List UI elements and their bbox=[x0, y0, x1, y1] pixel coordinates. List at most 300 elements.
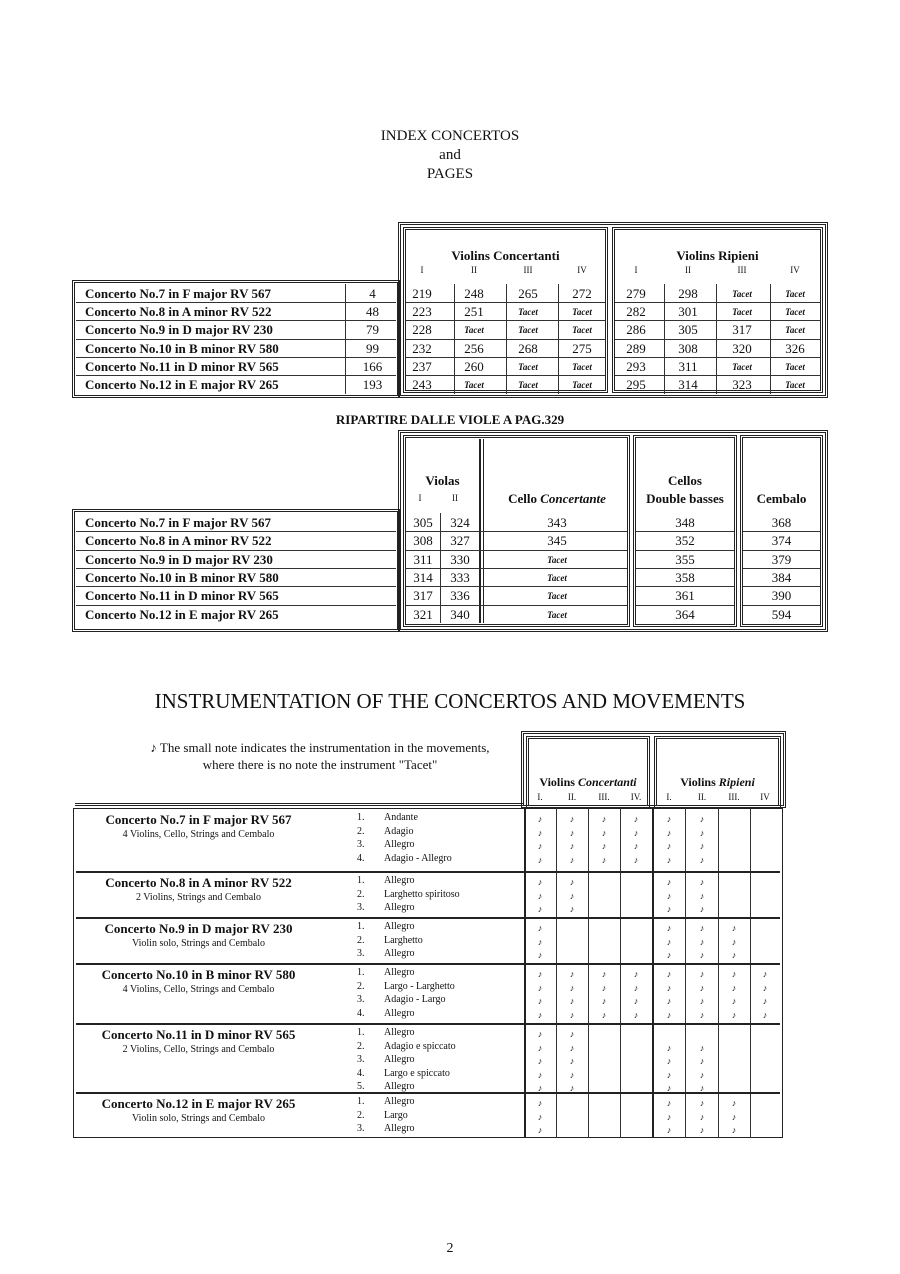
t3-note-glyph: ♪ bbox=[699, 904, 705, 915]
t3-note-glyph: ♪ bbox=[537, 996, 543, 1007]
t3-note-glyph: ♪ bbox=[666, 1009, 672, 1020]
t3-note-glyph: ♪ bbox=[537, 1111, 543, 1122]
t1-ripieni-page: 298 bbox=[678, 286, 698, 301]
t3-movement-number: 4. bbox=[357, 1007, 365, 1019]
t3-roman: I. bbox=[666, 792, 672, 802]
t3-concerto-divider bbox=[76, 963, 780, 965]
t1-concertanti-page: 228 bbox=[412, 322, 432, 338]
t1-start-page: 193 bbox=[362, 377, 383, 392]
t1-concertanti-page: 223 bbox=[412, 304, 432, 320]
t2-viola-2-page: 327 bbox=[450, 533, 470, 549]
t3-note-glyph: ♪ bbox=[537, 1029, 543, 1039]
t3-note-glyph: ♪ bbox=[569, 1056, 575, 1067]
t3-note-glyph: ♪ bbox=[537, 1042, 543, 1053]
t2-concerto-name: Concerto No.7 in F major RV 567 bbox=[85, 515, 271, 530]
t3-movement-number: 4. bbox=[357, 852, 365, 864]
t3-group-divider bbox=[652, 808, 654, 1138]
t3-note-glyph: ♪ bbox=[569, 814, 575, 824]
t1-concertanti-page: 265 bbox=[518, 286, 538, 301]
t2-viola-1-page: 321 bbox=[413, 606, 433, 622]
t1-concertanti-page: 237 bbox=[412, 358, 432, 374]
t3-note-glyph: ♪ bbox=[633, 996, 639, 1007]
t1-rip-roman: II bbox=[685, 265, 691, 275]
t2-viola-2-page: 333 bbox=[450, 569, 470, 585]
t3-note-glyph: ♪ bbox=[569, 996, 575, 1007]
t3-note-glyph: ♪ bbox=[569, 1069, 575, 1080]
t3-movement-number: 1. bbox=[357, 967, 365, 978]
t3-concerto-divider bbox=[76, 1023, 780, 1025]
t3-roman: II. bbox=[697, 792, 707, 802]
t1-ripieni-page: 279 bbox=[626, 286, 646, 301]
t1-ripieni-page: Tacet bbox=[785, 325, 805, 336]
t3-movement-number: 2. bbox=[357, 888, 365, 900]
t3-movement-name: Adagio e spiccato bbox=[384, 1040, 456, 1052]
t3-note-glyph: ♪ bbox=[762, 969, 768, 979]
t3-note-glyph: ♪ bbox=[666, 841, 672, 852]
t3-movement-name: Adagio - Largo bbox=[384, 994, 446, 1006]
t3-top-rule bbox=[75, 803, 524, 809]
t1-concertanti-header: Violins Concertanti bbox=[451, 248, 560, 263]
t3-note-glyph: ♪ bbox=[699, 982, 705, 993]
t3-col-divider bbox=[588, 808, 589, 1138]
t2-cellos-page: 355 bbox=[675, 551, 695, 567]
t3-note-glyph: ♪ bbox=[537, 877, 543, 887]
t1-concertanti-page: Tacet bbox=[572, 380, 592, 390]
instrumentation-title: INSTRUMENTATION OF THE CONCERTOS AND MOVEMENTS bbox=[154, 689, 746, 713]
t2-viola-1-page: 305 bbox=[413, 515, 433, 530]
t3-concerto-name: Concerto No.8 in A minor RV 522 bbox=[105, 875, 292, 890]
t3-movement-name: Allegro bbox=[384, 1123, 415, 1135]
t3-col-divider bbox=[556, 808, 557, 1138]
t3-note-glyph: ♪ bbox=[666, 1125, 672, 1136]
t3-note-glyph: ♪ bbox=[666, 950, 672, 961]
t3-movement-number: 3. bbox=[357, 948, 365, 960]
t3-note-glyph: ♪ bbox=[601, 814, 607, 824]
t3-note-glyph: ♪ bbox=[731, 1111, 737, 1122]
t3-note-glyph: ♪ bbox=[601, 854, 607, 865]
t2-double-basses-header: Double basses bbox=[646, 491, 724, 506]
t3-movement-name: Allegro bbox=[384, 1096, 415, 1107]
t3-note-glyph: ♪ bbox=[699, 996, 705, 1007]
t3-movement-name: Largo - Larghetto bbox=[384, 980, 455, 992]
t1-ripieni-page: 308 bbox=[678, 340, 698, 356]
t3-movement-name: Adagio - Allegro bbox=[384, 852, 452, 864]
t2-viola-roman: II bbox=[452, 493, 458, 503]
t3-col-divider bbox=[750, 808, 751, 1138]
t3-concerto-desc: 4 Violins, Cello, Strings and Cembalo bbox=[122, 984, 275, 995]
t1-ripieni-page: 282 bbox=[626, 304, 646, 320]
t1-ripieni-page: 317 bbox=[732, 322, 752, 338]
t3-note-glyph: ♪ bbox=[699, 936, 705, 947]
t3-note-glyph: ♪ bbox=[601, 969, 607, 979]
t1-ripieni-page: 326 bbox=[785, 340, 805, 356]
t3-note-glyph: ♪ bbox=[699, 1083, 705, 1094]
t3-note-glyph: ♪ bbox=[666, 1056, 672, 1067]
t3-note-glyph: ♪ bbox=[569, 827, 575, 838]
t1-ripieni-page: Tacet bbox=[785, 307, 805, 318]
t3-concerto-divider bbox=[76, 871, 780, 873]
t3-note-glyph: ♪ bbox=[601, 1009, 607, 1020]
t3-note-glyph: ♪ bbox=[537, 841, 543, 852]
t3-movement-name: Allegro bbox=[384, 902, 415, 914]
t3-note-glyph: ♪ bbox=[699, 1042, 705, 1053]
t3-concerto-name: Concerto No.11 in D minor RV 565 bbox=[101, 1027, 296, 1042]
t3-note-glyph: ♪ bbox=[666, 936, 672, 947]
t3-note-glyph: ♪ bbox=[666, 1098, 672, 1108]
t3-movement-number: 3. bbox=[357, 1123, 365, 1135]
t3-movement-name: Allegro bbox=[384, 1054, 415, 1066]
t3-note-glyph: ♪ bbox=[666, 923, 672, 933]
t3-note-glyph: ♪ bbox=[569, 982, 575, 993]
t3-note-glyph: ♪ bbox=[762, 996, 768, 1007]
t3-note-glyph: ♪ bbox=[666, 890, 672, 901]
t3-ripieni-header: Violins Ripieni bbox=[680, 775, 755, 789]
t3-note-glyph: ♪ bbox=[731, 936, 737, 947]
t3-concerto-name: Concerto No.9 in D major RV 230 bbox=[104, 921, 293, 936]
t1-concertanti-page: 268 bbox=[518, 340, 538, 356]
t3-note-glyph: ♪ bbox=[731, 982, 737, 993]
t1-ripieni-page: Tacet bbox=[785, 361, 805, 372]
t3-note-glyph: ♪ bbox=[731, 950, 737, 961]
t3-note-glyph: ♪ bbox=[633, 1009, 639, 1020]
t2-cembalo-page: 390 bbox=[771, 588, 792, 604]
t2-viola-1-page: 311 bbox=[413, 551, 433, 567]
t1-concertanti-page: Tacet bbox=[572, 307, 592, 318]
t3-note-glyph: ♪ bbox=[666, 814, 672, 824]
t2-cembalo-page: 594 bbox=[771, 606, 792, 622]
t3-movement-name: Adagio bbox=[384, 825, 414, 837]
t3-movement-name: Allegro bbox=[384, 1027, 415, 1038]
t2-cellos-page: 358 bbox=[675, 569, 695, 585]
index-title-line-2: and bbox=[439, 147, 461, 163]
t3-movement-name: Larghetto spiritoso bbox=[384, 888, 460, 900]
t3-concerto-name: Concerto No.10 in B minor RV 580 bbox=[101, 967, 296, 982]
t3-note-glyph: ♪ bbox=[731, 969, 737, 979]
t3-movement-number: 1. bbox=[357, 875, 365, 886]
t3-note-glyph: ♪ bbox=[666, 1111, 672, 1122]
t3-concertanti-word: Concertanti bbox=[577, 775, 637, 789]
t2-cembalo-page: 368 bbox=[771, 515, 792, 530]
t3-movement-number: 2. bbox=[357, 825, 365, 837]
t2-cellos-page: 361 bbox=[675, 588, 695, 604]
t3-note-glyph: ♪ bbox=[731, 923, 737, 933]
t1-concertanti-page: Tacet bbox=[518, 361, 538, 372]
t3-note-glyph: ♪ bbox=[537, 936, 543, 947]
t3-note-glyph: ♪ bbox=[537, 890, 543, 901]
t2-concerto-name: Concerto No.8 in A minor RV 522 bbox=[85, 533, 272, 549]
t3-note-glyph: ♪ bbox=[569, 877, 575, 887]
t1-ripieni-page: 320 bbox=[732, 340, 752, 356]
t1-conc-roman: IV bbox=[577, 265, 587, 275]
t1-ripieni-page: Tacet bbox=[785, 289, 805, 299]
t1-ripieni-page: Tacet bbox=[732, 289, 752, 299]
instrumentation-legend: ♪ The small note indicates the instrumentation in the movements, where there is no note the instrument "Tacet" bbox=[150, 740, 490, 772]
t1-ripieni-page: 305 bbox=[678, 322, 698, 338]
t1-ripieni-page: Tacet bbox=[732, 361, 752, 372]
t1-ripieni-page: Tacet bbox=[785, 380, 805, 390]
t2-viola-1-page: 314 bbox=[413, 569, 433, 585]
t2-concerto-name: Concerto No.12 in E major RV 265 bbox=[85, 606, 279, 622]
t3-roman: III. bbox=[598, 792, 610, 802]
t3-movement-number: 1. bbox=[357, 1027, 365, 1038]
t3-note-glyph: ♪ bbox=[537, 1083, 543, 1094]
index-title-line-3: PAGES bbox=[426, 166, 474, 182]
t1-conc-roman: I bbox=[420, 265, 424, 275]
t2-cello-concertante-page: 343 bbox=[547, 515, 567, 530]
t3-roman: IV. bbox=[630, 792, 642, 802]
t3-concerto-name: Concerto No.12 in E major RV 265 bbox=[101, 1096, 296, 1111]
index-title bbox=[0, 127, 900, 184]
t3-note-glyph: ♪ bbox=[762, 982, 768, 993]
t3-roman: II. bbox=[567, 792, 577, 802]
t3-note-glyph: ♪ bbox=[699, 969, 705, 979]
t3-note-glyph: ♪ bbox=[633, 982, 639, 993]
t1-concertanti-page: 232 bbox=[412, 340, 432, 356]
t3-note-glyph: ♪ bbox=[699, 1009, 705, 1020]
t2-cembalo-page: 379 bbox=[771, 551, 792, 567]
t1-ripieni-page: 314 bbox=[678, 377, 698, 392]
t1-conc-roman: III bbox=[523, 265, 533, 275]
t3-note-glyph: ♪ bbox=[666, 969, 672, 979]
t2-cellos-header: Cellos bbox=[668, 473, 702, 488]
t2-cello-concertante-page: Tacet bbox=[547, 609, 567, 620]
t3-note-glyph: ♪ bbox=[699, 854, 705, 865]
t1-concertanti-page: 243 bbox=[412, 377, 432, 392]
t3-note-glyph: ♪ bbox=[537, 904, 543, 915]
t3-movement-name: Allegro bbox=[384, 839, 415, 851]
ripartire-note: RIPARTIRE DALLE VIOLE A PAG.329 bbox=[335, 412, 565, 427]
t3-note-glyph: ♪ bbox=[569, 1029, 575, 1039]
t3-note-glyph: ♪ bbox=[731, 996, 737, 1007]
t3-note-glyph: ♪ bbox=[699, 1125, 705, 1136]
t3-movement-number: 2. bbox=[357, 980, 365, 992]
t3-note-glyph: ♪ bbox=[601, 996, 607, 1007]
t3-note-glyph: ♪ bbox=[666, 854, 672, 865]
t1-concertanti-page: Tacet bbox=[464, 380, 484, 390]
t3-note-glyph: ♪ bbox=[731, 1009, 737, 1020]
t3-note-glyph: ♪ bbox=[537, 1069, 543, 1080]
t2-cellos-page: 352 bbox=[675, 533, 695, 549]
t3-concerto-desc: 2 Violins, Cello, Strings and Cembalo bbox=[122, 1044, 275, 1055]
t3-note-glyph: ♪ bbox=[731, 1125, 737, 1136]
t3-movement-number: 1. bbox=[357, 1096, 365, 1107]
t2-cello-concertante-header: Cello Concertante bbox=[508, 491, 606, 506]
index-title-line-1: INDEX CONCERTOS bbox=[380, 128, 520, 144]
t3-note-glyph: ♪ bbox=[666, 904, 672, 915]
t3-col-divider bbox=[620, 808, 621, 1138]
t3-note-glyph: ♪ bbox=[601, 982, 607, 993]
t3-note-glyph: ♪ bbox=[537, 950, 543, 961]
t3-note-glyph: ♪ bbox=[569, 1042, 575, 1053]
t3-movement-name: Allegro bbox=[384, 967, 415, 978]
t2-concerto-name: Concerto No.11 in D minor RV 565 bbox=[85, 588, 279, 604]
t3-note-glyph: ♪ bbox=[633, 969, 639, 979]
t1-rip-roman: I bbox=[634, 265, 638, 275]
t3-movement-name: Andante bbox=[384, 812, 418, 823]
t2-viola-roman: I bbox=[418, 493, 422, 503]
t3-note-glyph: ♪ bbox=[666, 1083, 672, 1094]
t3-note-glyph: ♪ bbox=[537, 969, 543, 979]
t3-note-glyph: ♪ bbox=[666, 827, 672, 838]
t3-movement-number: 2. bbox=[357, 934, 365, 946]
t2-cellos-page: 364 bbox=[675, 606, 695, 622]
t3-movement-number: 4. bbox=[357, 1067, 365, 1079]
t2-violas-header: Violas bbox=[425, 473, 460, 488]
t2-concertante-word: Concertante bbox=[540, 491, 606, 506]
t1-concerto-name: Concerto No.12 in E major RV 265 bbox=[85, 377, 279, 392]
t1-ripieni-page: 295 bbox=[626, 377, 646, 392]
t1-concertanti-page: Tacet bbox=[572, 361, 592, 372]
t3-note-glyph: ♪ bbox=[762, 1009, 768, 1020]
t3-movement-name: Allegro bbox=[384, 1007, 415, 1019]
t3-movement-number: 3. bbox=[357, 994, 365, 1006]
t2-viola-2-page: 330 bbox=[450, 551, 470, 567]
t1-concertanti-page: 248 bbox=[464, 286, 484, 301]
t2-cembalo-header: Cembalo bbox=[756, 491, 807, 506]
t1-ripieni-page: Tacet bbox=[732, 307, 752, 318]
t1-ripieni-header: Violins Ripieni bbox=[676, 248, 759, 263]
t1-concerto-name: Concerto No.11 in D minor RV 565 bbox=[85, 358, 279, 374]
t1-ripieni-page: 323 bbox=[732, 377, 752, 392]
t3-note-glyph: ♪ bbox=[699, 1111, 705, 1122]
t3-movement-name: Allegro bbox=[384, 948, 415, 960]
t3-concerto-desc: 4 Violins, Cello, Strings and Cembalo bbox=[122, 829, 275, 840]
t2-cello-concertante-page: 345 bbox=[547, 533, 567, 549]
t3-movement-name: Larghetto bbox=[384, 934, 423, 946]
t1-concertanti-page: Tacet bbox=[518, 307, 538, 318]
t3-note-glyph: ♪ bbox=[633, 841, 639, 852]
t3-note-glyph: ♪ bbox=[699, 814, 705, 824]
t1-concerto-name: Concerto No.10 in B minor RV 580 bbox=[85, 340, 279, 356]
t2-viola-2-page: 340 bbox=[450, 606, 470, 622]
t3-note-glyph: ♪ bbox=[633, 854, 639, 865]
t3-roman: IV bbox=[760, 792, 770, 802]
t3-note-glyph: ♪ bbox=[569, 854, 575, 865]
t3-movement-number: 1. bbox=[357, 812, 365, 823]
t1-concertanti-page: 272 bbox=[572, 286, 592, 301]
t3-movement-number: 2. bbox=[357, 1040, 365, 1052]
t3-note-glyph: ♪ bbox=[537, 1009, 543, 1020]
t2-viola-2-page: 336 bbox=[450, 588, 470, 604]
t1-start-page: 79 bbox=[366, 322, 379, 338]
t3-note-glyph: ♪ bbox=[537, 923, 543, 933]
t3-note-glyph: ♪ bbox=[537, 854, 543, 865]
t3-roman: I. bbox=[537, 792, 543, 802]
t2-viola-1-page: 308 bbox=[413, 533, 433, 549]
t1-concertanti-page: 251 bbox=[464, 304, 484, 320]
t1-concerto-name: Concerto No.8 in A minor RV 522 bbox=[85, 304, 272, 320]
t3-note-glyph: ♪ bbox=[569, 1083, 575, 1094]
t3-movement-name: Largo bbox=[384, 1109, 408, 1121]
t2-concerto-name: Concerto No.10 in B minor RV 580 bbox=[85, 569, 279, 585]
t3-note-glyph: ♪ bbox=[537, 814, 543, 824]
t3-note-glyph: ♪ bbox=[666, 982, 672, 993]
t3-note-glyph: ♪ bbox=[537, 1056, 543, 1067]
t3-col-divider bbox=[718, 808, 719, 1138]
t3-concerto-name: Concerto No.7 in F major RV 567 bbox=[105, 812, 292, 827]
t3-note-glyph: ♪ bbox=[569, 890, 575, 901]
t1-start-page: 166 bbox=[362, 358, 383, 374]
t1-ripieni-page: 293 bbox=[626, 358, 646, 374]
t3-note-glyph: ♪ bbox=[731, 1098, 737, 1108]
t3-col-divider bbox=[685, 808, 686, 1138]
t3-concerto-desc: 2 Violins, Strings and Cembalo bbox=[135, 892, 262, 903]
t3-movement-number: 3. bbox=[357, 902, 365, 914]
t3-note-glyph: ♪ bbox=[537, 982, 543, 993]
t3-movement-name: Allegro bbox=[384, 921, 415, 932]
t3-movement-number: 1. bbox=[357, 921, 365, 932]
t3-ripieni-word: Ripieni bbox=[718, 775, 755, 789]
t3-note-glyph: ♪ bbox=[666, 996, 672, 1007]
t1-start-page: 4 bbox=[369, 286, 376, 301]
t2-cello-concertante-page: Tacet bbox=[547, 591, 567, 602]
t3-movement-number: 3. bbox=[357, 839, 365, 851]
t3-note-glyph: ♪ bbox=[699, 890, 705, 901]
t3-note-glyph: ♪ bbox=[666, 1042, 672, 1053]
t1-concertanti-page: 260 bbox=[464, 358, 484, 374]
t1-rip-roman: III bbox=[737, 265, 747, 275]
t3-concertanti-header: Violins Concertanti bbox=[539, 775, 637, 789]
t1-concertanti-page: Tacet bbox=[518, 325, 538, 336]
t3-note-glyph: ♪ bbox=[601, 827, 607, 838]
t3-movement-name: Allegro bbox=[384, 875, 415, 886]
t2-concerto-name: Concerto No.9 in D major RV 230 bbox=[85, 551, 273, 567]
t3-note-glyph: ♪ bbox=[601, 841, 607, 852]
t3-roman: III. bbox=[728, 792, 740, 802]
t1-rip-roman: IV bbox=[790, 265, 800, 275]
t3-note-glyph: ♪ bbox=[699, 923, 705, 933]
t3-note-glyph: ♪ bbox=[633, 814, 639, 824]
t1-concertanti-page: 275 bbox=[572, 340, 592, 356]
t3-concerto-divider bbox=[76, 917, 780, 919]
t3-name-divider bbox=[524, 808, 526, 1138]
t3-note-glyph: ♪ bbox=[699, 1069, 705, 1080]
t1-concertanti-page: Tacet bbox=[464, 325, 484, 336]
t1-ripieni-page: 301 bbox=[678, 304, 698, 320]
t2-cello-concertante-page: Tacet bbox=[547, 572, 567, 583]
t1-concerto-name: Concerto No.7 in F major RV 567 bbox=[85, 286, 271, 301]
t3-note-glyph: ♪ bbox=[699, 1098, 705, 1108]
t3-note-glyph: ♪ bbox=[569, 841, 575, 852]
t2-cembalo-page: 374 bbox=[771, 533, 792, 549]
t2-cembalo-page: 384 bbox=[771, 569, 792, 585]
t3-note-glyph: ♪ bbox=[699, 841, 705, 852]
t1-ripieni-page: 311 bbox=[678, 358, 698, 374]
t2-cello-concertante-page: Tacet bbox=[547, 554, 567, 565]
t3-note-glyph: ♪ bbox=[666, 877, 672, 887]
t3-note-glyph: ♪ bbox=[699, 950, 705, 961]
t3-movement-number: 3. bbox=[357, 1054, 365, 1066]
t3-note-glyph: ♪ bbox=[699, 827, 705, 838]
t1-concertanti-page: 219 bbox=[412, 286, 432, 301]
t1-conc-roman: II bbox=[471, 265, 477, 275]
t1-start-page: 99 bbox=[366, 340, 379, 356]
t1-concertanti-page: 256 bbox=[464, 340, 484, 356]
t3-note-glyph: ♪ bbox=[569, 1009, 575, 1020]
t3-movement-name: Allegro bbox=[384, 1081, 415, 1093]
t1-concerto-name: Concerto No.9 in D major RV 230 bbox=[85, 322, 273, 338]
t3-movement-name: Largo e spiccato bbox=[384, 1067, 450, 1079]
t2-viola-1-page: 317 bbox=[413, 588, 433, 604]
page-number: 2 bbox=[446, 1241, 454, 1256]
t3-note-glyph: ♪ bbox=[537, 1125, 543, 1136]
t1-concertanti-page: Tacet bbox=[572, 325, 592, 336]
t1-ripieni-page: 289 bbox=[626, 340, 646, 356]
t3-movement-number: 5. bbox=[357, 1081, 365, 1093]
t3-note-glyph: ♪ bbox=[699, 877, 705, 887]
t3-note-glyph: ♪ bbox=[666, 1069, 672, 1080]
t3-note-glyph: ♪ bbox=[537, 1098, 543, 1108]
